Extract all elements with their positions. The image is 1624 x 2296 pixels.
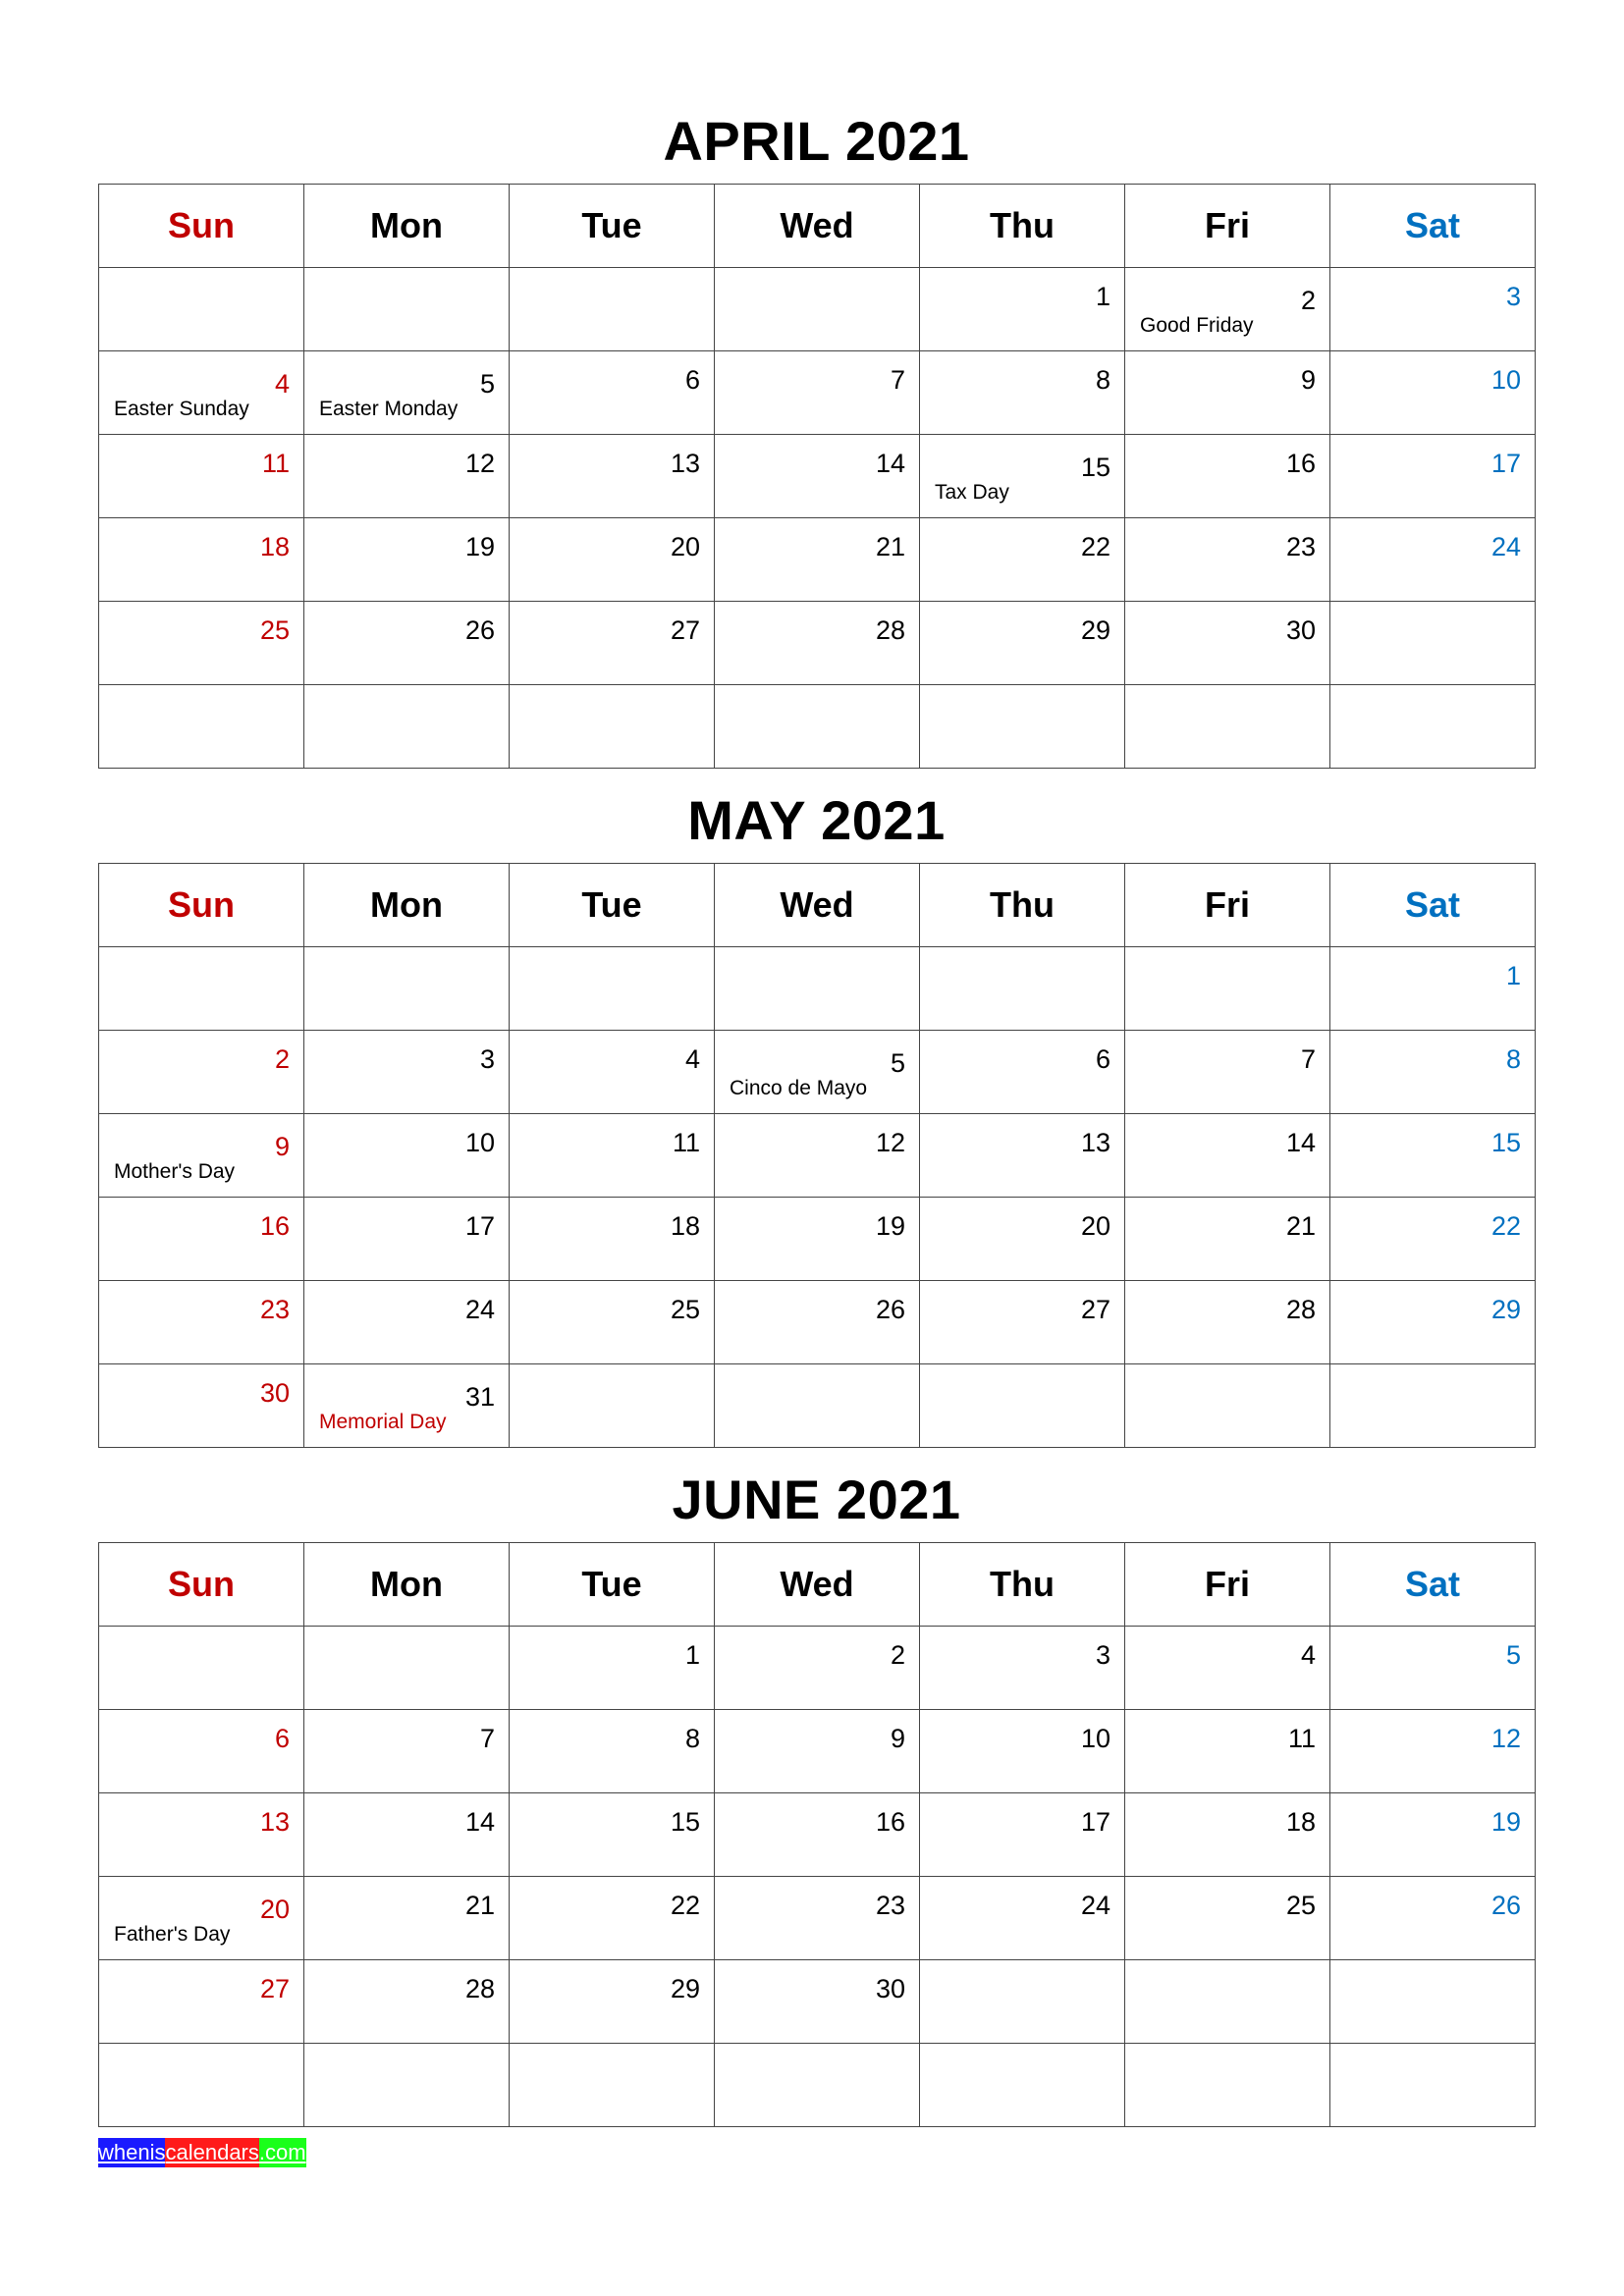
day-number: 27 <box>1080 1295 1110 1324</box>
day-cell <box>99 1793 304 1877</box>
day-cell <box>920 602 1125 685</box>
day-cell <box>510 351 715 435</box>
day-number: 10 <box>1490 365 1521 395</box>
month-title: MAY 2021 <box>687 789 946 851</box>
day-cell <box>920 947 1125 1031</box>
day-cell <box>1330 435 1536 518</box>
day-number: 29 <box>1490 1295 1521 1324</box>
day-cell <box>920 1281 1125 1364</box>
day-cell <box>1330 2044 1536 2127</box>
day-cell <box>510 602 715 685</box>
day-cell <box>304 1114 510 1198</box>
weekday-header: Mon <box>304 185 510 268</box>
day-number: 11 <box>261 449 290 478</box>
day-cell <box>1125 435 1330 518</box>
week-row <box>99 1364 1536 1448</box>
day-cell <box>510 1031 715 1114</box>
day-number: 22 <box>1490 1211 1521 1241</box>
day-cell <box>304 518 510 602</box>
day-cell <box>920 351 1125 435</box>
week-row <box>99 947 1536 1031</box>
week-row <box>99 1960 1536 2044</box>
day-number: 21 <box>875 532 905 561</box>
day-cell <box>99 1031 304 1114</box>
day-cell <box>304 1198 510 1281</box>
day-cell <box>304 1364 510 1448</box>
day-number: 6 <box>684 365 700 395</box>
day-cell <box>920 518 1125 602</box>
day-number: 8 <box>1505 1044 1521 1074</box>
day-number: 5 <box>890 1048 905 1078</box>
day-number: 3 <box>1505 282 1521 311</box>
weekday-header: Mon <box>304 864 510 947</box>
day-cell <box>920 1114 1125 1198</box>
day-number: 11 <box>672 1128 700 1157</box>
weekday-header: Mon <box>304 1543 510 1627</box>
weekday-header: Fri <box>1125 185 1330 268</box>
day-cell <box>715 1281 920 1364</box>
day-number: 30 <box>259 1378 290 1408</box>
day-cell <box>510 1793 715 1877</box>
day-cell <box>1125 1031 1330 1114</box>
holiday-label: Mother's Day <box>114 1160 236 1183</box>
day-cell <box>1125 1793 1330 1877</box>
day-number: 27 <box>259 1974 290 2003</box>
day-number: 18 <box>259 532 290 561</box>
day-cell <box>510 947 715 1031</box>
day-number: 17 <box>1490 449 1521 478</box>
day-number: 10 <box>464 1128 495 1157</box>
day-cell <box>715 1198 920 1281</box>
day-number: 20 <box>670 532 700 561</box>
day-number: 12 <box>1490 1724 1521 1753</box>
day-number: 2 <box>1300 286 1316 315</box>
holiday-label: Memorial Day <box>319 1411 447 1433</box>
day-cell <box>715 1793 920 1877</box>
day-cell <box>715 1877 920 1960</box>
day-cell <box>920 1627 1125 1710</box>
day-number: 5 <box>1505 1640 1521 1670</box>
day-number: 19 <box>875 1211 905 1241</box>
holiday-label: Good Friday <box>1140 314 1254 337</box>
day-cell <box>99 1198 304 1281</box>
day-cell <box>304 1710 510 1793</box>
day-cell <box>304 947 510 1031</box>
day-cell <box>510 1710 715 1793</box>
day-number: 3 <box>479 1044 495 1074</box>
day-cell <box>99 1627 304 1710</box>
day-cell <box>99 518 304 602</box>
day-cell <box>1125 602 1330 685</box>
day-number: 12 <box>875 1128 905 1157</box>
day-cell <box>510 685 715 769</box>
day-cell <box>99 947 304 1031</box>
day-number: 27 <box>670 615 700 645</box>
day-number: 1 <box>1095 282 1110 311</box>
day-cell <box>1330 1031 1536 1114</box>
footer-link-part[interactable]: .com <box>259 2138 306 2167</box>
day-number: 19 <box>464 532 495 561</box>
day-cell <box>1125 1877 1330 1960</box>
weekday-header-row <box>99 185 1536 268</box>
day-number: 24 <box>464 1295 495 1324</box>
weekday-header: Wed <box>715 864 920 947</box>
day-cell <box>304 1877 510 1960</box>
week-row <box>99 1877 1536 1960</box>
day-cell <box>920 1710 1125 1793</box>
day-number: 2 <box>890 1640 905 1670</box>
weekday-header: Thu <box>920 185 1125 268</box>
day-cell <box>715 1114 920 1198</box>
day-number: 16 <box>1285 449 1316 478</box>
day-cell <box>510 1198 715 1281</box>
month-title: JUNE 2021 <box>672 1468 961 1530</box>
week-row <box>99 1031 1536 1114</box>
day-number: 25 <box>670 1295 700 1324</box>
day-number: 20 <box>259 1895 290 1924</box>
day-number: 9 <box>890 1724 905 1753</box>
day-cell <box>920 1198 1125 1281</box>
day-cell <box>1125 1198 1330 1281</box>
day-cell <box>510 1114 715 1198</box>
day-number: 18 <box>670 1211 700 1241</box>
day-number: 1 <box>1505 961 1521 990</box>
week-row <box>99 1281 1536 1364</box>
day-number: 18 <box>1285 1807 1316 1837</box>
week-row <box>99 268 1536 351</box>
day-cell <box>510 1627 715 1710</box>
week-row <box>99 2044 1536 2127</box>
day-cell <box>1125 268 1330 351</box>
day-cell <box>510 1281 715 1364</box>
weekday-header: Sun <box>99 185 304 268</box>
day-cell <box>715 351 920 435</box>
week-row <box>99 1710 1536 1793</box>
calendar-grid <box>98 863 1536 1448</box>
month-title: APRIL 2021 <box>663 110 970 172</box>
day-number: 25 <box>1285 1891 1316 1920</box>
day-cell <box>1330 351 1536 435</box>
day-cell <box>920 1031 1125 1114</box>
day-number: 25 <box>259 615 290 645</box>
day-cell <box>1330 1198 1536 1281</box>
weekday-header: Fri <box>1125 864 1330 947</box>
day-cell <box>99 435 304 518</box>
week-row <box>99 435 1536 518</box>
weekday-header: Fri <box>1125 1543 1330 1627</box>
holiday-label: Easter Monday <box>319 398 459 420</box>
day-number: 16 <box>259 1211 290 1241</box>
day-number: 17 <box>1080 1807 1110 1837</box>
day-cell <box>715 947 920 1031</box>
day-cell <box>304 435 510 518</box>
day-number: 1 <box>684 1640 700 1670</box>
weekday-header: Wed <box>715 185 920 268</box>
day-cell <box>715 268 920 351</box>
day-number: 11 <box>1287 1724 1316 1753</box>
day-number: 20 <box>1080 1211 1110 1241</box>
weekday-header: Sat <box>1330 185 1536 268</box>
day-cell <box>99 2044 304 2127</box>
day-number: 7 <box>1300 1044 1316 1074</box>
holiday-label: Tax Day <box>935 481 1009 504</box>
day-cell <box>99 268 304 351</box>
day-number: 13 <box>670 449 700 478</box>
day-number: 23 <box>1285 532 1316 561</box>
week-row <box>99 351 1536 435</box>
day-number: 23 <box>259 1295 290 1324</box>
weekday-header-row <box>99 864 1536 947</box>
day-cell <box>1330 1627 1536 1710</box>
day-number: 22 <box>670 1891 700 1920</box>
day-cell <box>920 435 1125 518</box>
week-row <box>99 1627 1536 1710</box>
weekday-header: Sun <box>99 864 304 947</box>
day-cell <box>1125 1627 1330 1710</box>
day-cell <box>510 435 715 518</box>
day-number: 23 <box>875 1891 905 1920</box>
day-cell <box>99 351 304 435</box>
week-row <box>99 1114 1536 1198</box>
holiday-label: Cinco de Mayo <box>730 1077 868 1099</box>
day-number: 21 <box>464 1891 495 1920</box>
day-cell <box>304 602 510 685</box>
weekday-header: Sun <box>99 1543 304 1627</box>
day-number: 17 <box>464 1211 495 1241</box>
weekday-header: Wed <box>715 1543 920 1627</box>
day-cell <box>99 685 304 769</box>
day-cell <box>1330 602 1536 685</box>
footer-link[interactable] <box>98 2138 306 2167</box>
day-cell <box>920 2044 1125 2127</box>
day-number: 6 <box>274 1724 290 1753</box>
day-cell <box>510 1364 715 1448</box>
calendar-grid <box>98 1542 1536 2127</box>
day-cell <box>1330 518 1536 602</box>
day-cell <box>99 1710 304 1793</box>
weekday-header: Sat <box>1330 1543 1536 1627</box>
day-cell <box>510 1877 715 1960</box>
day-number: 2 <box>274 1044 290 1074</box>
day-cell <box>1330 268 1536 351</box>
day-number: 15 <box>670 1807 700 1837</box>
day-cell <box>1125 518 1330 602</box>
day-cell <box>1330 1960 1536 2044</box>
day-cell <box>1125 685 1330 769</box>
day-cell <box>510 2044 715 2127</box>
day-cell <box>1330 1364 1536 1448</box>
day-cell <box>1125 947 1330 1031</box>
day-number: 28 <box>1285 1295 1316 1324</box>
day-cell <box>1330 1877 1536 1960</box>
day-number: 3 <box>1095 1640 1110 1670</box>
day-cell <box>920 268 1125 351</box>
day-number: 26 <box>464 615 495 645</box>
day-cell <box>715 1364 920 1448</box>
day-cell <box>715 1960 920 2044</box>
day-number: 19 <box>1490 1807 1521 1837</box>
day-cell <box>920 1364 1125 1448</box>
day-cell <box>304 2044 510 2127</box>
month-may <box>98 777 1535 1448</box>
weekday-header: Tue <box>510 1543 715 1627</box>
day-number: 30 <box>1285 615 1316 645</box>
weekday-header: Sat <box>1330 864 1536 947</box>
day-cell <box>99 1877 304 1960</box>
weekday-header: Tue <box>510 185 715 268</box>
day-number: 12 <box>464 449 495 478</box>
day-cell <box>304 268 510 351</box>
footer-link-part[interactable]: calendars <box>165 2138 258 2167</box>
day-number: 8 <box>684 1724 700 1753</box>
day-cell <box>1330 1793 1536 1877</box>
day-cell <box>1330 1710 1536 1793</box>
day-number: 5 <box>479 369 495 399</box>
day-cell <box>304 1627 510 1710</box>
weekday-header: Tue <box>510 864 715 947</box>
day-number: 14 <box>1285 1128 1316 1157</box>
footer-link-part[interactable]: whenis <box>98 2138 165 2167</box>
day-number: 29 <box>670 1974 700 2003</box>
day-cell <box>304 1031 510 1114</box>
month-april <box>98 98 1535 769</box>
day-cell <box>99 1114 304 1198</box>
day-number: 8 <box>1095 365 1110 395</box>
day-number: 13 <box>259 1807 290 1837</box>
day-number: 30 <box>875 1974 905 2003</box>
day-number: 7 <box>890 365 905 395</box>
day-cell <box>1125 1364 1330 1448</box>
day-number: 26 <box>875 1295 905 1324</box>
day-number: 29 <box>1080 615 1110 645</box>
day-cell <box>99 1281 304 1364</box>
day-cell <box>99 602 304 685</box>
holiday-label: Easter Sunday <box>114 398 249 420</box>
day-number: 6 <box>1095 1044 1110 1074</box>
day-cell <box>715 685 920 769</box>
day-cell <box>715 1710 920 1793</box>
day-cell <box>1125 2044 1330 2127</box>
day-cell <box>1125 351 1330 435</box>
day-number: 9 <box>274 1132 290 1161</box>
day-cell <box>920 685 1125 769</box>
week-row <box>99 1793 1536 1877</box>
week-row <box>99 1198 1536 1281</box>
weekday-header: Thu <box>920 864 1125 947</box>
day-number: 22 <box>1080 532 1110 561</box>
day-cell <box>715 2044 920 2127</box>
day-cell <box>1125 1710 1330 1793</box>
day-cell <box>1330 685 1536 769</box>
day-cell <box>715 602 920 685</box>
day-cell <box>1330 947 1536 1031</box>
day-number: 7 <box>479 1724 495 1753</box>
week-row <box>99 602 1536 685</box>
day-number: 28 <box>875 615 905 645</box>
week-row <box>99 518 1536 602</box>
weekday-header: Thu <box>920 1543 1125 1627</box>
calendar-grid <box>98 184 1536 769</box>
day-number: 24 <box>1490 532 1521 561</box>
day-cell <box>304 1960 510 2044</box>
holiday-label: Father's Day <box>114 1923 231 1946</box>
day-number: 4 <box>1300 1640 1316 1670</box>
day-number: 9 <box>1300 365 1316 395</box>
day-cell <box>1330 1114 1536 1198</box>
day-number: 13 <box>1080 1128 1110 1157</box>
day-number: 21 <box>1285 1211 1316 1241</box>
day-number: 31 <box>464 1382 495 1412</box>
day-number: 15 <box>1490 1128 1521 1157</box>
day-number: 14 <box>464 1807 495 1837</box>
day-cell <box>715 435 920 518</box>
day-cell <box>920 1877 1125 1960</box>
day-cell <box>304 1793 510 1877</box>
day-cell <box>510 518 715 602</box>
day-cell <box>304 1281 510 1364</box>
day-number: 4 <box>274 369 290 399</box>
day-number: 16 <box>875 1807 905 1837</box>
day-number: 24 <box>1080 1891 1110 1920</box>
day-cell <box>99 1364 304 1448</box>
day-cell <box>510 268 715 351</box>
day-cell <box>920 1793 1125 1877</box>
day-cell <box>1330 1281 1536 1364</box>
day-cell <box>1125 1960 1330 2044</box>
day-number: 26 <box>1490 1891 1521 1920</box>
day-cell <box>304 351 510 435</box>
day-number: 10 <box>1080 1724 1110 1753</box>
day-cell <box>1125 1114 1330 1198</box>
day-cell <box>304 685 510 769</box>
week-row <box>99 685 1536 769</box>
day-cell <box>920 1960 1125 2044</box>
day-number: 4 <box>684 1044 700 1074</box>
day-number: 15 <box>1080 453 1110 482</box>
day-cell <box>510 1960 715 2044</box>
day-cell <box>715 1031 920 1114</box>
day-cell <box>1125 1281 1330 1364</box>
day-cell <box>99 1960 304 2044</box>
day-cell <box>715 518 920 602</box>
day-number: 14 <box>875 449 905 478</box>
day-number: 28 <box>464 1974 495 2003</box>
weekday-header-row <box>99 1543 1536 1627</box>
day-cell <box>715 1627 920 1710</box>
month-june <box>98 1457 1535 2127</box>
